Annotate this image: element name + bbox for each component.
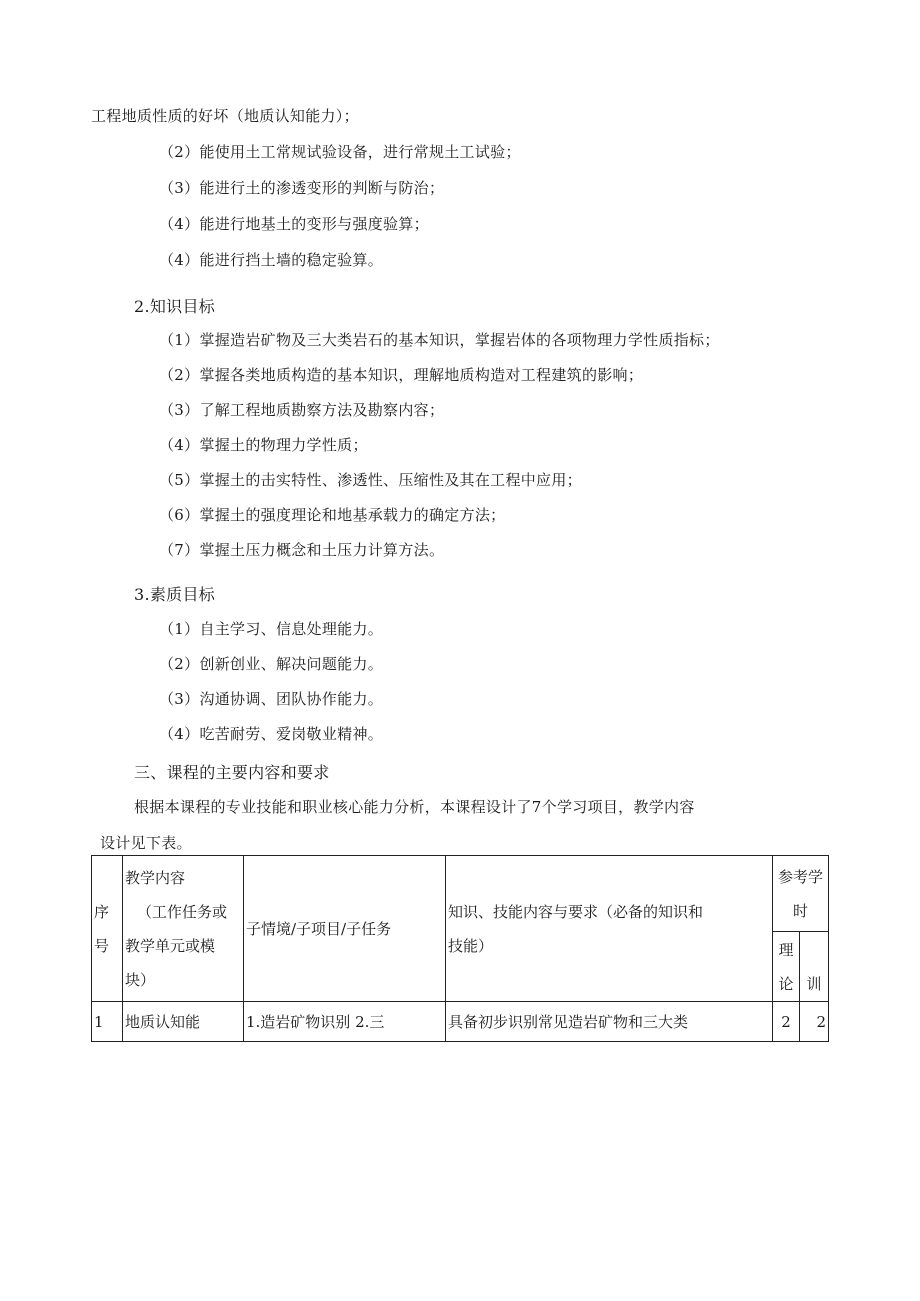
knowledge-item: （6）掌握土的强度理论和地基承载力的确定方法；: [159, 506, 506, 524]
paragraph-line: 根据本课程的专业技能和职业核心能力分析，本课程设计了7个学习项目，教学内容: [134, 798, 695, 816]
knowledge-item: （5）掌握土的击实特性、渗透性、压缩性及其在工程中应用；: [159, 471, 582, 489]
skill-item: （4）能进行地基土的变形与强度验算；: [159, 215, 429, 233]
knowledge-item: （4）掌握土的物理力学性质；: [159, 436, 368, 454]
header-requirements: [446, 856, 773, 1002]
quality-item: （2）创新创业、解决问题能力。: [159, 655, 384, 673]
header-content-line: 教学单元或模: [125, 936, 216, 955]
table-row: [92, 1002, 829, 1042]
intro-line: 工程地质性质的好坏（地质认知能力）；: [91, 107, 359, 125]
header-req-line: 技能）: [448, 936, 494, 955]
header-seq-line: 号: [94, 936, 110, 955]
knowledge-heading: 2.知识目标: [134, 297, 216, 316]
cell-practice: 2: [800, 1002, 829, 1042]
header-theory-line: 论: [778, 974, 794, 993]
quality-item: （3）沟通协调、团队协作能力。: [159, 690, 384, 708]
skill-item: （3）能进行土的渗透变形的判断与防治；: [159, 179, 445, 197]
cell-seq: 1: [92, 1002, 123, 1042]
header-content-line: 块）: [125, 970, 156, 989]
header-content-line: （工作任务或: [137, 902, 228, 921]
header-theory-line: 理: [778, 940, 794, 959]
cell-theory: 2: [773, 1002, 800, 1042]
header-practice: [800, 932, 829, 1002]
header-hours-line: 时: [793, 901, 809, 920]
knowledge-item: （3）了解工程地质勘察方法及勘察内容；: [159, 401, 445, 419]
header-req-line: 知识、技能内容与要求（必备的知识和: [448, 902, 704, 921]
paragraph-line: 设计见下表。: [100, 834, 192, 852]
header-content-line: 教学内容: [125, 868, 186, 887]
section-title: 三、课程的主要内容和要求: [134, 763, 330, 782]
header-seq: [92, 856, 123, 1002]
header-practice-line: 训: [806, 975, 822, 993]
knowledge-item: （1）掌握造岩矿物及三大类岩石的基本知识，掌握岩体的各项物理力学性质指标；: [159, 331, 720, 349]
quality-heading: 3.素质目标: [134, 585, 216, 604]
header-content: [123, 856, 244, 1002]
skill-item: （4）能进行挡土墙的稳定验算。: [159, 251, 384, 269]
quality-item: （4）吃苦耐劳、爱岗敬业精神。: [159, 725, 384, 743]
header-hours-line: 参考学: [778, 867, 824, 886]
skill-item: （2）能使用土工常规试验设备，进行常规土工试验；: [159, 143, 521, 161]
cell-requirements: 具备初步识别常见造岩矿物和三大类: [446, 1002, 773, 1042]
cell-sub: 1.造岩矿物识别 2.三: [244, 1002, 446, 1042]
header-seq-line: 序: [94, 902, 110, 921]
header-hours: [773, 856, 829, 932]
course-content-table: [91, 855, 829, 1042]
quality-item: （1）自主学习、信息处理能力。: [159, 620, 384, 638]
knowledge-item: （7）掌握土压力概念和土压力计算方法。: [159, 541, 445, 559]
knowledge-item: （2）掌握各类地质构造的基本知识，理解地质构造对工程建筑的影响；: [159, 366, 644, 384]
cell-content: 地质认知能: [123, 1002, 244, 1042]
header-sub: 子情境/子项目/子任务: [244, 856, 446, 1002]
header-theory: [773, 932, 800, 1002]
